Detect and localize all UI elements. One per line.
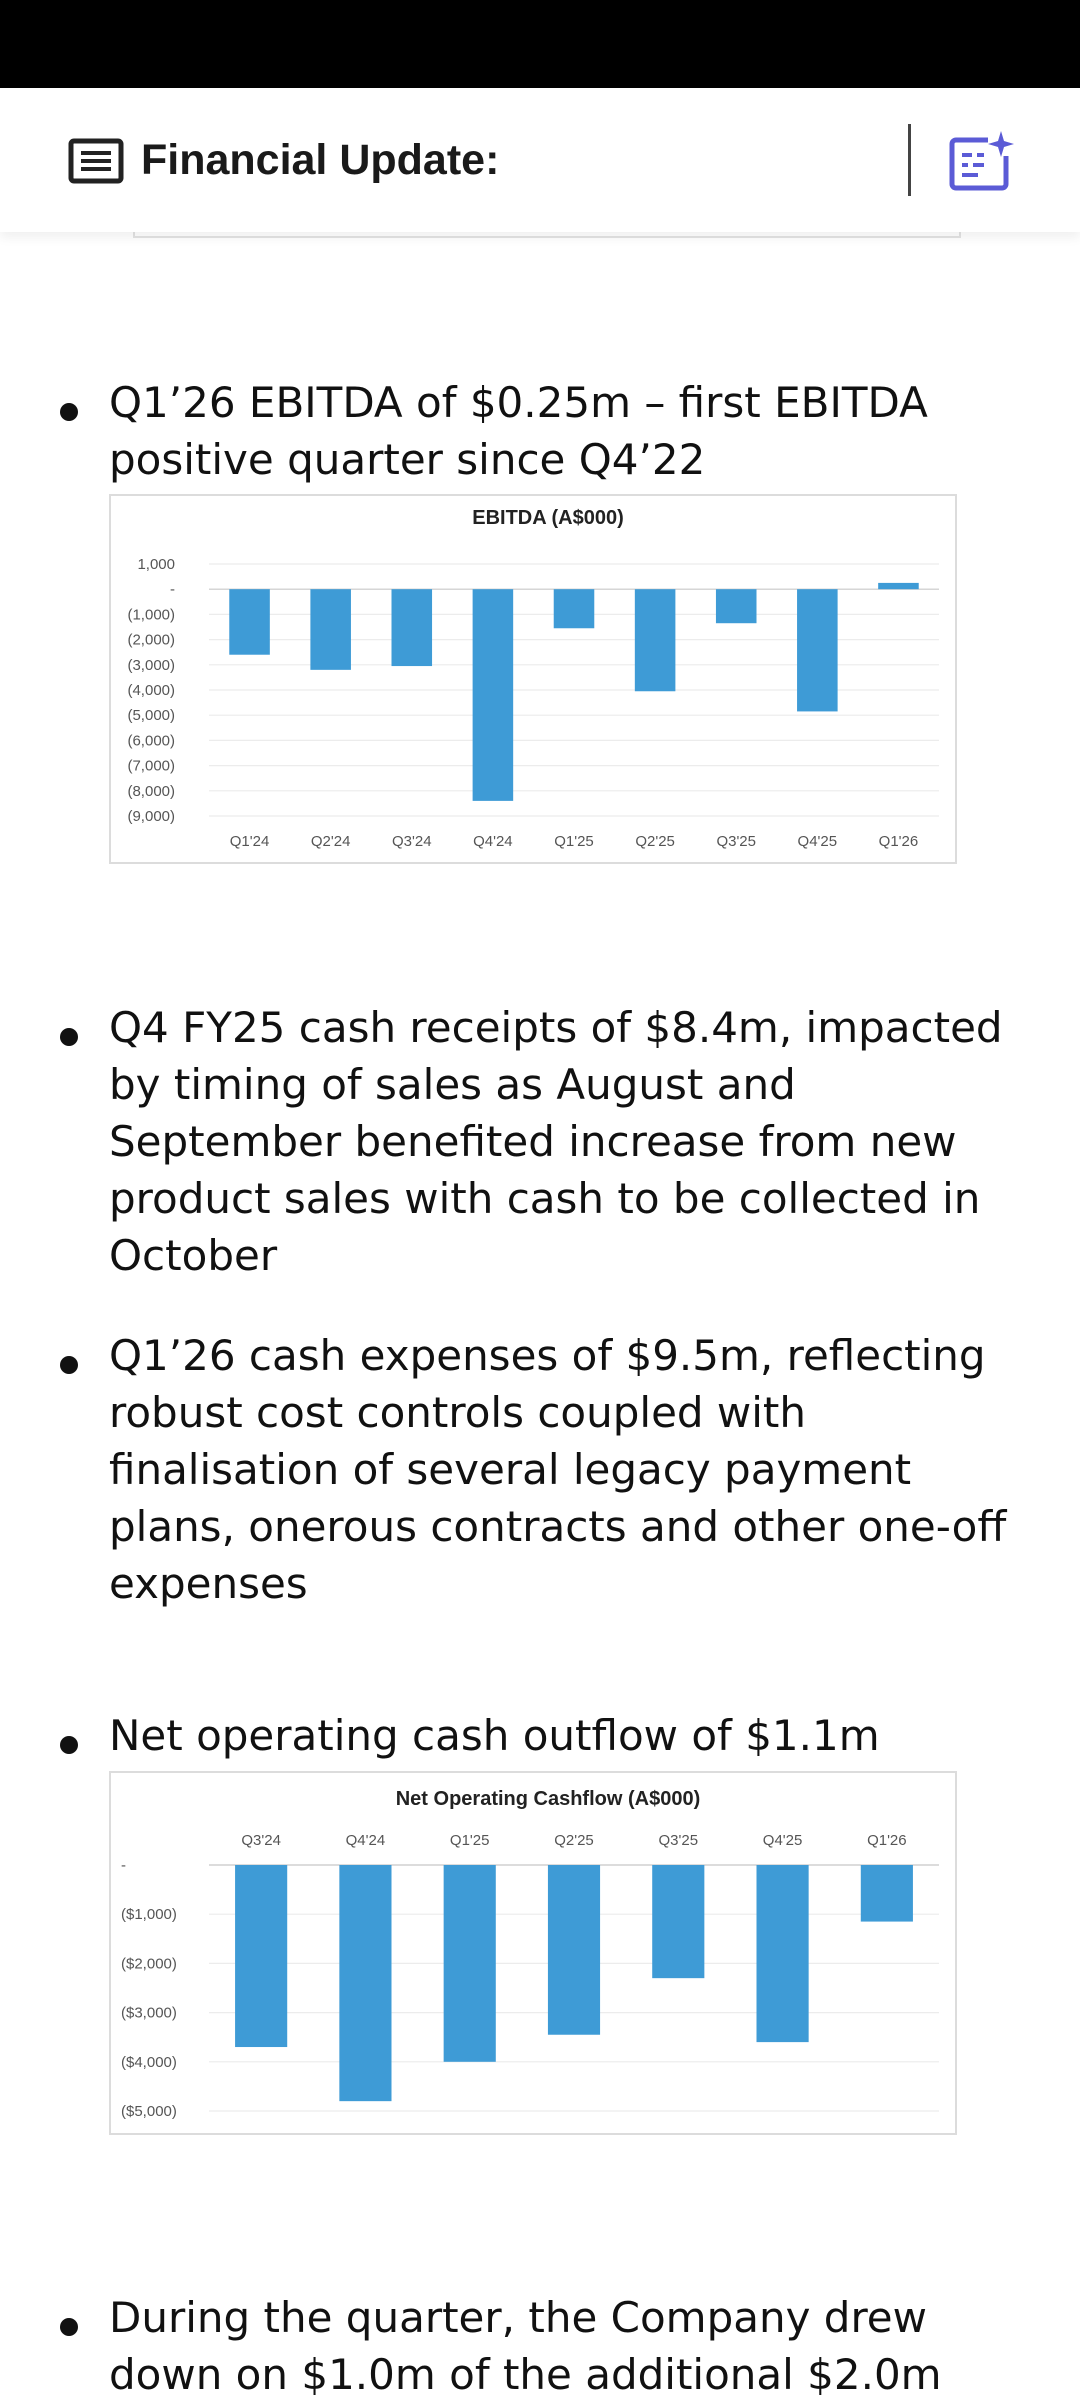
app-header [0,88,1080,232]
bar [716,589,757,623]
bar [878,583,919,589]
y-tick-label: (5,000) [127,707,175,725]
bullet-text-drawdown: During the quarter, the Company drew down on $1.0m of the additional $2.0m [109,2293,942,2399]
bar [797,589,838,711]
chart-title: Net Operating Cashflow (A$000) [395,1788,701,1810]
y-tick-label: ($3,000) [121,2004,177,2022]
bullet-dot [60,1356,78,1374]
y-tick-label: (4,000) [127,682,175,699]
x-tick-label: Q3'24 [241,1832,281,1849]
ebitda-chart-svg [111,496,955,862]
bar [444,1865,496,2062]
bar [235,1865,287,2047]
document-lines-icon[interactable] [68,138,124,184]
cashflow-chart [109,1771,957,2135]
bullet-text-cash-receipts: Q4 FY25 cash receipts of $8.4m, impacted by timing of sales as August and September benefited increase from new product sales with cash to be collected in October [109,1003,1003,1280]
previous-card-edge [133,232,961,238]
bar [757,1865,809,2042]
y-tick-label: (3,000) [127,656,175,674]
bar [635,589,676,691]
y-tick-label: (8,000) [127,782,175,800]
y-tick-label: (2,000) [127,631,175,649]
y-tick-label: ($2,000) [121,1955,177,1973]
status-bar [0,0,1080,88]
bullet-text-operating-cash: Net operating cash outflow of $1.1m [109,1711,880,1760]
y-tick-label: (6,000) [127,732,175,750]
bullet-text-cash-expenses: Q1’26 cash expenses of $9.5m, reflecting robust cost controls coupled with finalisation of several legacy payment plans, onerous contracts and other one-off expenses [109,1331,1007,1608]
y-tick-label: - [121,1857,126,1874]
header-divider [908,124,911,196]
x-tick-label: Q1'25 [449,1832,490,1849]
bar [392,589,433,666]
x-tick-label: Q4'25 [797,833,838,850]
x-tick-label: Q1'26 [867,1832,907,1849]
x-tick-label: Q2'25 [635,833,675,850]
bar [339,1865,391,2101]
ebitda-chart [109,494,957,864]
y-tick-label: ($1,000) [121,1906,177,1924]
bar [861,1865,913,1922]
x-tick-label: Q4'24 [473,833,513,850]
bar [548,1865,600,2035]
bar [652,1865,704,1978]
y-tick-label: ($5,000) [121,2103,177,2120]
bullet-dot [60,403,78,421]
page-title: Financial Update: [141,136,500,184]
y-tick-label: ($4,000) [121,2053,177,2071]
bullet-dot [60,1736,78,1754]
x-tick-label: Q3'25 [658,1832,699,1849]
ai-summary-icon[interactable] [948,128,1016,192]
y-tick-label: (1,000) [127,606,175,624]
y-tick-label: - [170,581,175,599]
y-tick-label: (9,000) [127,808,175,825]
bar [554,589,595,628]
bullet-dot [60,1028,78,1046]
x-tick-label: Q2'25 [554,1832,594,1849]
bar [310,589,351,670]
x-tick-label: Q3'25 [716,833,757,850]
x-tick-label: Q4'25 [762,1832,803,1849]
chart-title: EBITDA (A$000) [472,507,624,529]
y-tick-label: 1,000 [137,556,175,573]
y-tick-label: (7,000) [127,757,175,775]
x-tick-label: Q1'25 [554,833,594,850]
bar [229,589,270,655]
x-tick-label: Q3'24 [391,833,432,850]
bar [473,589,514,801]
x-tick-label: Q1'24 [229,833,270,850]
bullet-dot [60,2318,78,2336]
x-tick-label: Q1'26 [878,833,919,850]
x-tick-label: Q2'24 [310,833,351,850]
bullet-text-ebitda: Q1’26 EBITDA of $0.25m – first EBITDA positive quarter since Q4’22 [109,378,928,484]
x-tick-label: Q4'24 [345,1832,386,1849]
cashflow-chart-svg [111,1773,955,2133]
